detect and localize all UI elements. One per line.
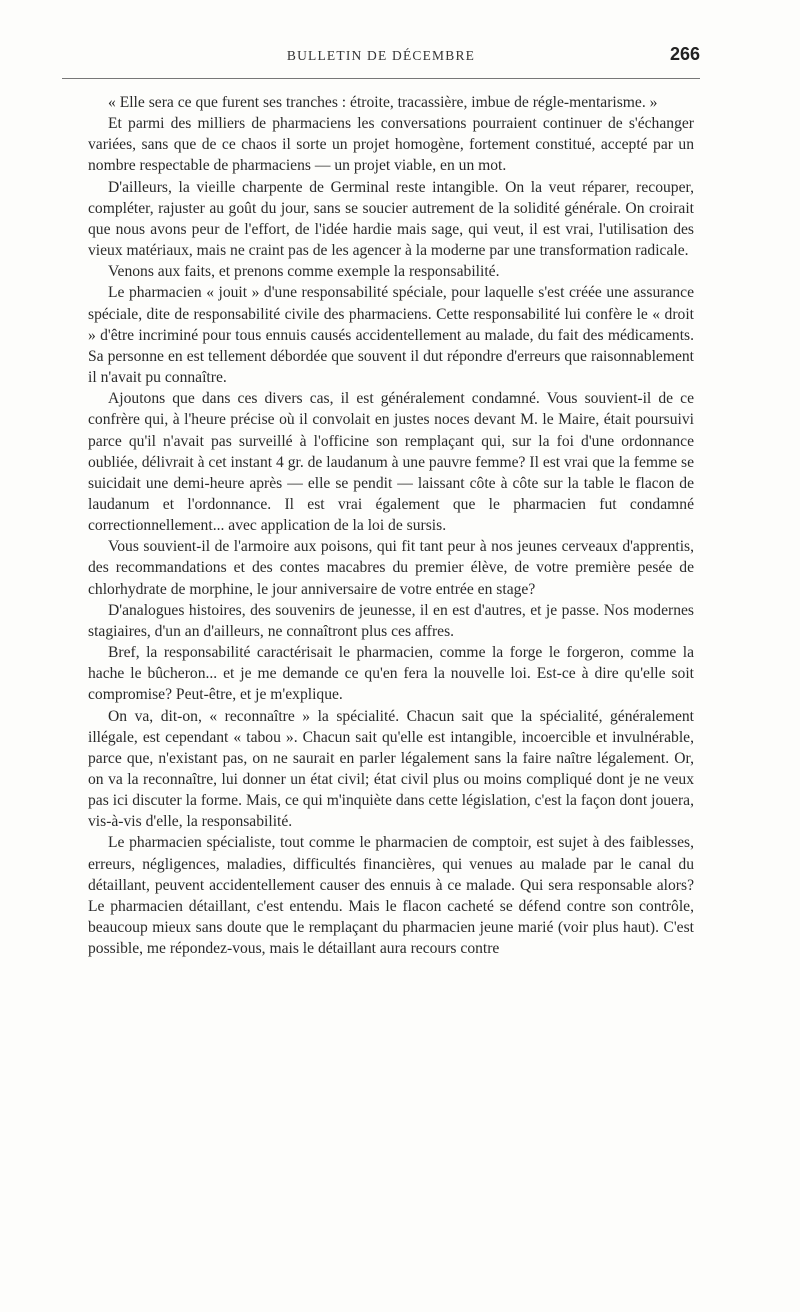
paragraph: Le pharmacien « jouit » d'une responsabilité spéciale, pour laquelle s'est créée une assurance spéciale, dite de responsabilité civile des pharmaciens. Cette responsabilité lui confère le « droit » d'être incriminé pour tous ennuis causés accidentellement au malade, du fait des médicaments. Sa personne en est tellement débordée que souvent il dut répondre d'erreurs que raisonnablement il n'avait pu connaître. [88, 284, 694, 387]
paragraph: Bref, la responsabilité caractérisait le pharmacien, comme la forge le forgeron, comme la hache le bûcheron... et je me demande ce qu'en fera la nouvelle loi. Est-ce à dire qu'elle soit compromise? Peut-être, et je m'explique. [88, 644, 694, 704]
paragraph: D'ailleurs, la vieille charpente de Germinal reste intangible. On la veut réparer, recouper, compléter, rajuster au goût du jour, sans se soucier autrement de la solidité générale. On croirait que nous avons peur de l'effort, de l'idée hardie mais sage, qui veut, il est vrai, l'utilisation des vieux matériaux, mais ne craint pas de les agencer à la moderne par une transformation radicale. [88, 178, 694, 260]
header-rule [62, 78, 700, 79]
paragraph: D'analogues histoires, des souvenirs de jeunesse, il en est d'autres, et je passe. Nos modernes stagiaires, d'un an d'ailleurs, ne connaîtront plus ces affres. [88, 601, 694, 640]
paragraph: Venons aux faits, et prenons comme exemple la responsabilité. [108, 263, 500, 281]
paragraph: On va, dit-on, « reconnaître » la spécialité. Chacun sait que la spécialité, généralement illégale, est cependant « tabou ». Chacun sait qu'elle est intangible, incoercible et invulnérable, parce que, n'existant pas, on ne saurait en parler légalement sans la faire naître légalement. Or, on va la reconnaître, lui donner un état civil; état civil plus ou moins compliqué dont je ne veux pas ici discuter la forme. Mais, ce qui m'inquiète dans cette législation, c'est la façon dont jouera, vis-à-vis d'elle, la responsabilité. [88, 707, 694, 831]
page-number: 266 [669, 44, 700, 64]
paragraph: Et parmi des milliers de pharmaciens les conversations pourraient continuer de s'échanger variées, sans que de ce chaos il sorte un projet homogène, fortement constitué, accepté par un nombre respectable de pharmaciens — un projet viable, en un mot. [88, 115, 694, 175]
paragraph: Le pharmacien spécialiste, tout comme le pharmacien de comptoir, est sujet à des faiblesses, erreurs, négligences, maladies, difficultés financières, qui venues au malade par le canal du détaillant, peuvent accidentellement causer des ennuis à ce malade. Qui sera responsable alors? Le pharmacien détaillant, c'est entendu. Mais le flacon cacheté se défend contre son contrôle, beaucoup mieux sans doute que le remplaçant du pharmacien jeune marié (voir plus haut). C'est possible, me répondez-vous, mais le détaillant aura recours contre [88, 834, 694, 958]
paragraph: Vous souvient-il de l'armoire aux poisons, qui fit tant peur à nos jeunes cerveaux d'apprentis, des recommandations et des contes macabres du premier élève, de votre première pesée de chlorhydrate de morphine, le jour anniversaire de votre entrée en stage? [88, 538, 694, 598]
running-title: BULLETIN DE DÉCEMBRE [286, 48, 476, 63]
paragraph: « Elle sera ce que furent ses tranches : étroite, tracassière, imbue de régle-mentarisme. » [108, 94, 658, 111]
body-text [88, 92, 694, 959]
paragraph: Ajoutons que dans ces divers cas, il est généralement condamné. Vous souvient-il de ce confrère qui, à l'heure précise où il convolait en justes noces devant M. le Maire, était poursuivi parce qu'il n'avait pas surveillé à l'officine son remplaçant qui, sur la foi d'une ordonnance oubliée, délivrait à cet instant 4 gr. de laudanum à une pauvre femme? Il est vrai que la femme se suicidait une demi-heure après — elle se pendit — laissant côte à côte sur la table le flacon de laudanum et l'ordonnance. Il est vrai également que le pharmacien fut condamné correctionnellement... avec application de la loi de sursis. [88, 390, 694, 535]
running-header [62, 44, 700, 72]
